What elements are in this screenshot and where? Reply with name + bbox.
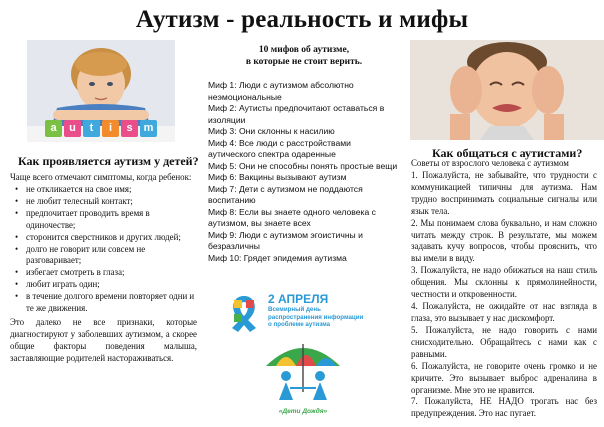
list-item: • любит играть один; [26,279,197,291]
list-item: Миф 3: Они склонны к насилию [208,126,335,137]
list-item: 7. Пожалуйста, НЕ НАДО трогать нас без предупреждения. Это нас пугает. [411,396,597,419]
list-item: 1. Пожалуйста, не забывайте, что трудности с коммуникацией типичны для аутизма. Нам трудно воспринимать социальные сигналы или язык тела. [411,169,597,216]
list-item: 2. Мы понимаем слова буквально, и нам сложно читать между строк. В результате, мы можем задавать кучу вопросов, чтобы прояснить, что вы имели в виду. [411,217,597,264]
list-item: • избегает смотреть в глаза; [26,267,197,279]
child-covering-ears-photo [410,40,604,140]
list-item: Миф 9: Люди с аутизмом эгоистичны и безразличны [208,229,363,252]
list-item: • не любит телесный контакт; [26,196,197,208]
list-item: 4. Пожалуйста, не ожидайте от нас взгляда в глаза, это вызывает у нас дискомфорт. [411,301,597,323]
list-item: • не откликается на свое имя; [26,184,197,196]
list-item: Миф 8: Если вы знаете одного человека с аутизмом, вы знаете всех [208,206,376,229]
list-item: 6. Пожалуйста, не говорите очень громко и не кричите. Это вызывает выброс адреналина в организме. Мне это не нравится. [411,360,597,395]
left-heading: Как проявляется аутизм у детей? [18,154,199,168]
list-item: Миф 5: Они не способны понять простые вещи [208,160,398,171]
umbrella-puzzle-logo [262,336,344,412]
puzzle-ribbon-icon [224,292,264,334]
myths-list [208,80,400,264]
list-item: • в течение долгого времени повторяет одни и те же движения. [26,291,197,315]
letter-block: u [64,120,81,137]
list-item: • долго не говорит или совсем не разговаривает; [26,244,197,268]
letter-block: a [45,120,62,137]
logo-line1: Всемирный день [268,306,321,314]
myths-heading-line2: в которые не стоит верить. [245,57,363,68]
tips-list [411,158,597,420]
list-item: 5. Пожалуйста, не надо говорить с нами снисходительно. Обращайтесь с нами как с равными. [411,324,597,359]
list-item: • предпочитает проводить время в одиночестве; [26,208,197,232]
list-item: Миф 1: Люди с аутизмом абсолютно неэмоциональные [208,80,354,102]
logo-date: 2 АПРЕЛЯ [268,292,329,306]
letter-blocks [45,120,157,137]
right-heading: Как общаться с аутистами? [432,146,583,160]
letter-block: t [83,120,100,137]
letter-block: i [102,120,119,137]
logo-line2: распространения информации [268,313,364,321]
right-intro: Советы от взрослого человека с аутизмом [411,158,569,168]
left-column-text [10,172,197,365]
list-item: 3. Пожалуйста, не надо обижаться на наш стиль общения. Мы склонны к прямолинейности, честности и откровенности. [411,265,597,300]
list-item: Миф 6: Вакцины вызывают аутизм [208,172,347,183]
umbrella-kids-icon [262,336,344,412]
logo-line3: о проблеме аутизма [268,321,331,329]
autism-day-logo-text [268,293,408,329]
child-photo-illustration [410,40,604,140]
list-item: • сторонится сверстников и других людей; [26,232,197,244]
myths-heading-line1: 10 мифов об аутизме, [258,45,350,55]
list-item: Миф 7: Дети с аутизмом не поддаются воспитанию [208,183,363,206]
puzzle-ribbon-logo [224,292,264,334]
list-item: Миф 2: Аутисты предпочитают оставаться в изоляции [208,103,385,125]
boy-with-letter-blocks-photo [27,40,175,142]
list-item: Миф 10: Грядет эпидемия аутизма [208,252,347,263]
left-intro: Чаще всего отмечают симптомы, когда ребенок: [10,172,192,182]
left-outro: Это далеко не все признаки, которые диагностируют у заболевших аутизмом, а скорее общие факторы поведения малыша, заставляющие родителей настораживаться. [10,317,197,363]
letter-block: s [121,120,138,137]
list-item: Миф 4: Все люди с расстройствами аутического спектра одаренные [208,137,351,160]
myths-heading [205,44,403,69]
symptom-list [10,184,197,315]
kids-logo-caption: «Дети Дождя» [278,408,328,415]
letter-block: m [140,120,157,137]
page-title: Аутизм - реальность и мифы [135,6,469,33]
